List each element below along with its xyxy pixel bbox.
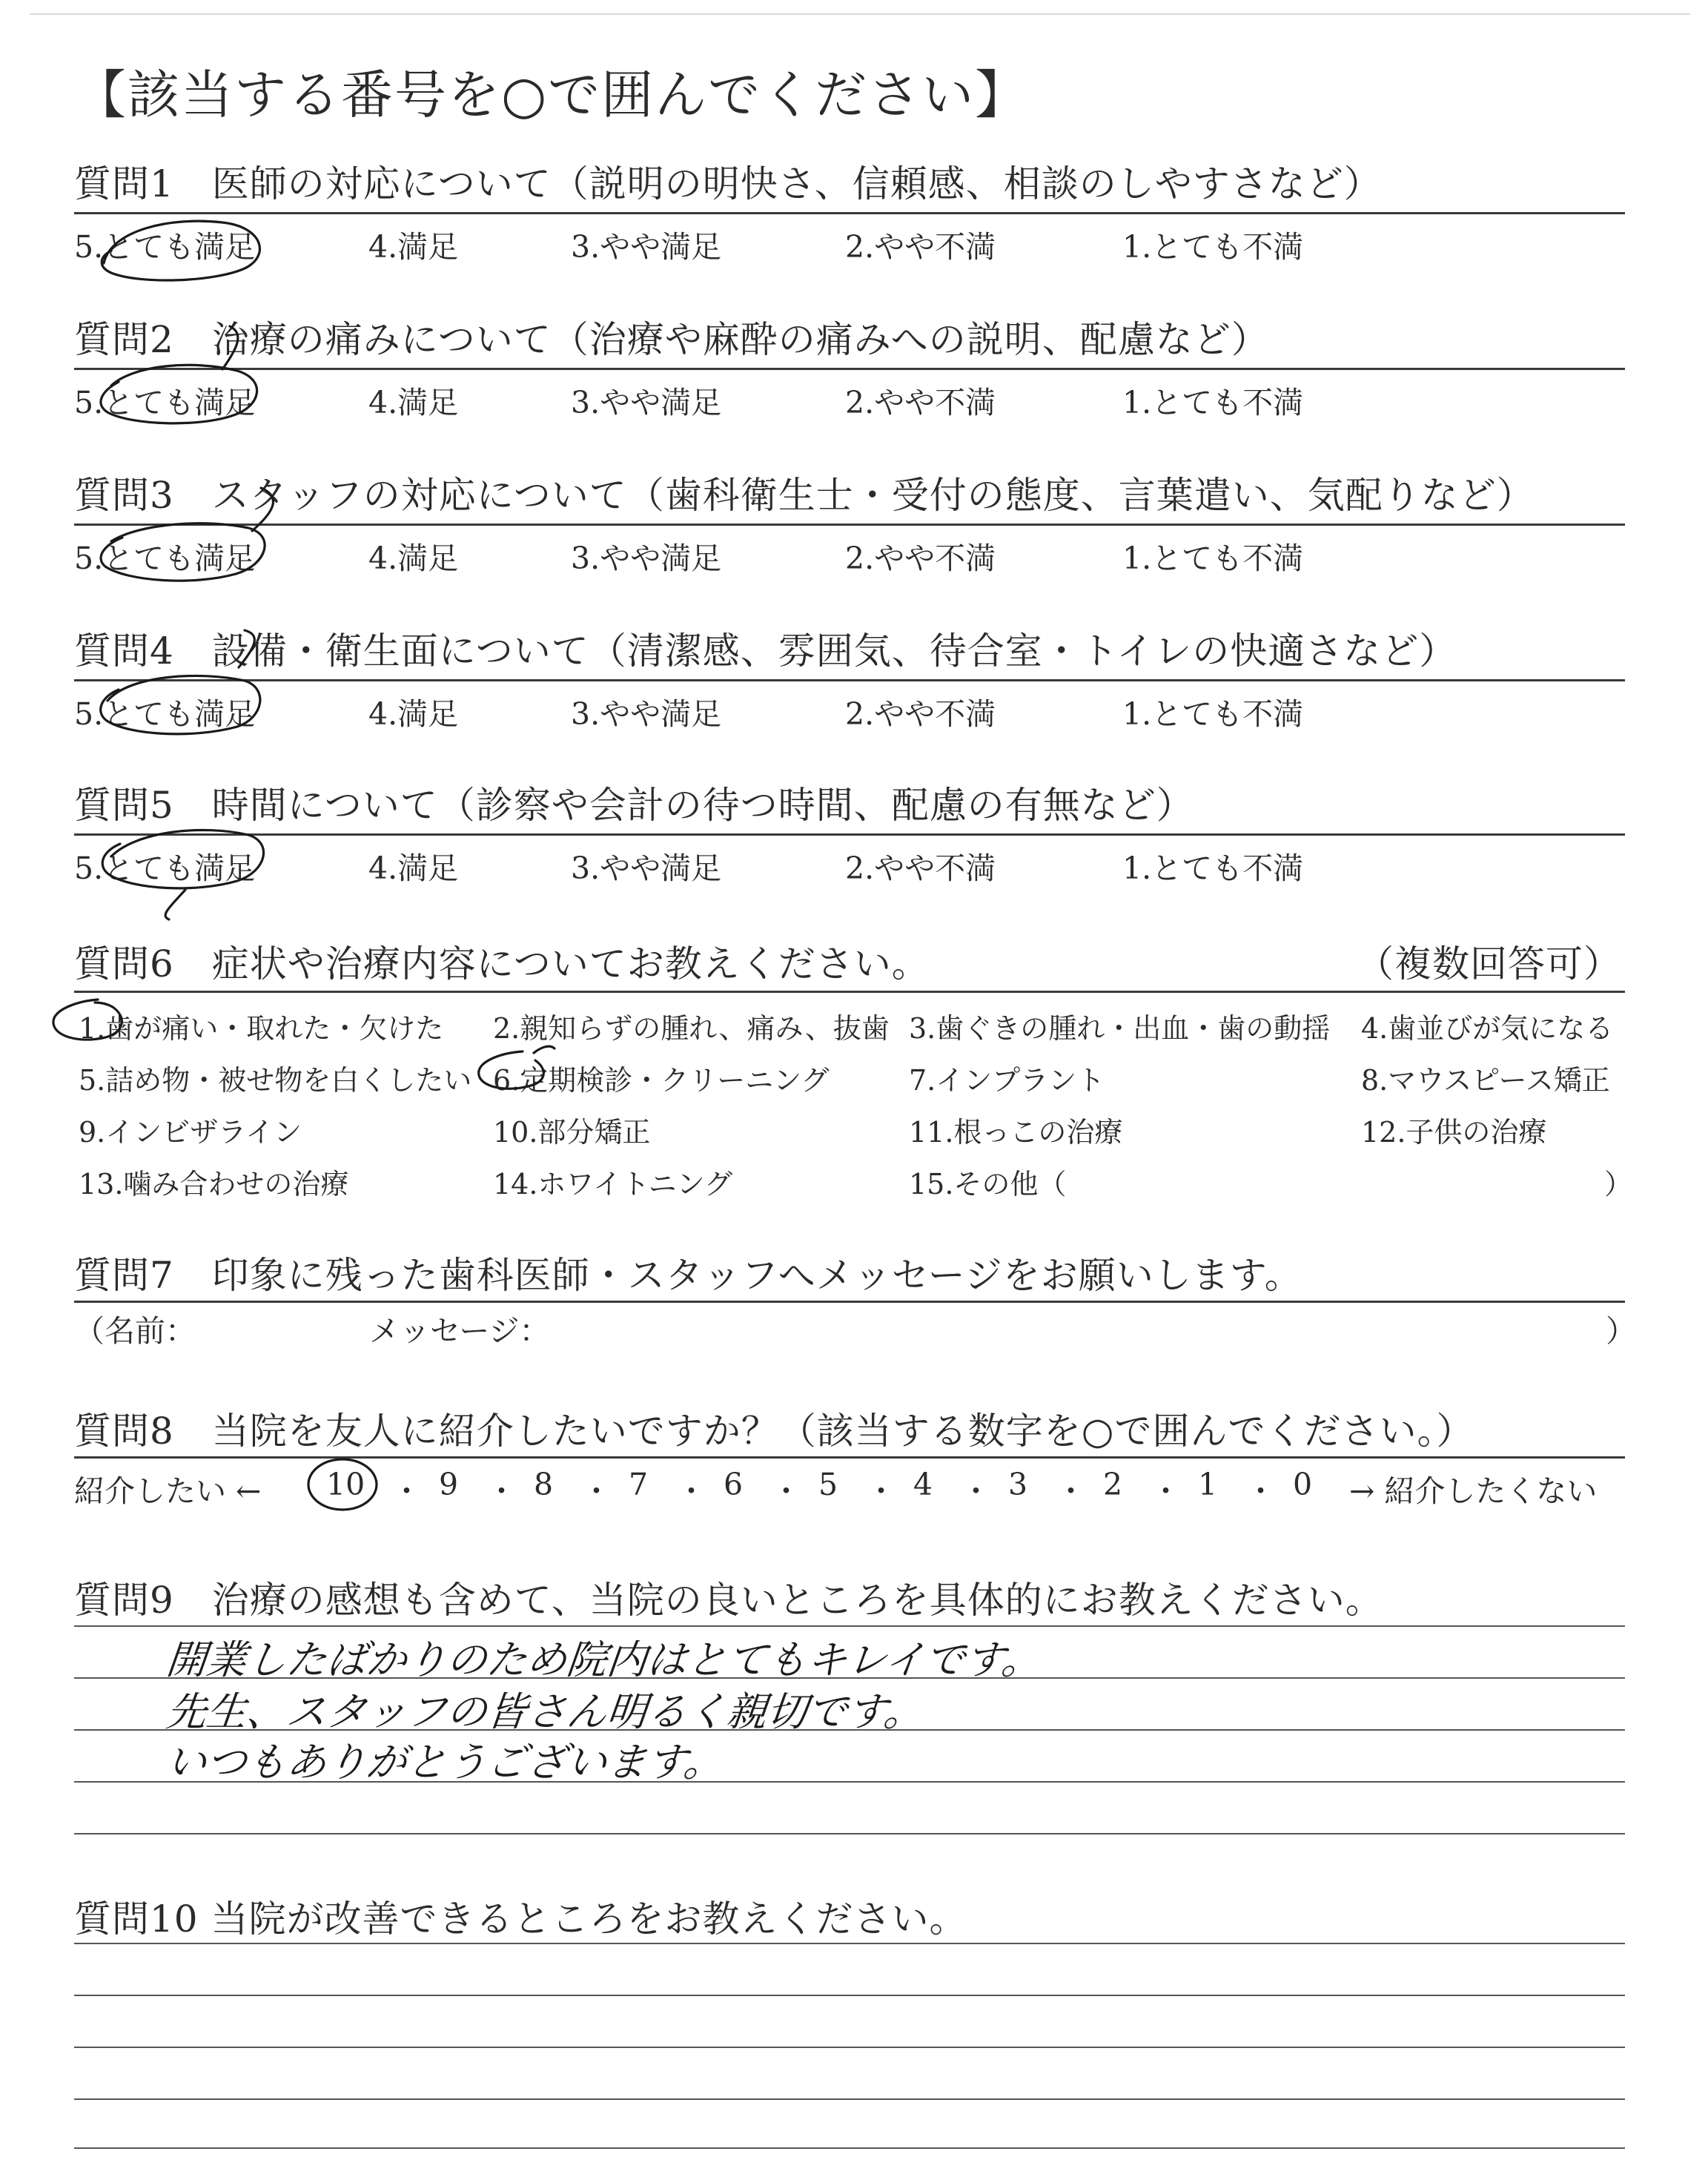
page-title: 【該当する番号を○で囲んでください】 [74,65,1029,125]
q4-option-3[interactable]: 3.やや満足 [571,696,722,732]
q1-title: 質問1 医師の対応について（説明の明快さ、信頼感、相談のしやすさなど） [74,162,1382,205]
q10-answer-line [74,1995,1625,1996]
q5-option-5[interactable]: 5.とても満足 [74,851,256,886]
q8-right-label: → 紹介したくない [1349,1473,1598,1509]
q8-left-label: 紹介したい ← [74,1473,262,1509]
q5-option-1[interactable]: 1.とても不満 [1122,851,1304,886]
q6-item-6[interactable]: 6.定期検診・クリーニング [493,1064,830,1097]
q8-scale-4[interactable]: 4 [913,1467,933,1502]
q5-rule [74,833,1625,836]
q6-item-10[interactable]: 10.部分矯正 [493,1116,651,1149]
q6-item-15[interactable]: 15.その他（ [909,1168,1067,1200]
q5-title: 質問5 時間について（診察や会計の待つ時間、配慮の有無など） [74,784,1194,827]
q8-scale-0[interactable]: 0 [1293,1467,1313,1502]
q4-option-4[interactable]: 4.満足 [368,696,459,732]
q4-option-5[interactable]: 5.とても満足 [74,696,256,732]
q6-item-1[interactable]: 1.歯が痛い・取れた・欠けた [79,1012,444,1045]
q3-option-1[interactable]: 1.とても不満 [1122,541,1304,576]
q6-item-7[interactable]: 7.インプラント [909,1064,1105,1097]
q8-sep: ・ [1245,1473,1276,1509]
q8-sep: ・ [1056,1473,1086,1509]
q8-sep: ・ [866,1473,896,1509]
q7-name-label: （名前： [74,1313,196,1349]
q6-item-4[interactable]: 4.歯並びが気になる [1361,1012,1614,1045]
q2-option-5[interactable]: 5.とても満足 [74,385,256,420]
q2-rule [74,368,1625,370]
q3-rule [74,524,1625,526]
q5-option-2[interactable]: 2.やや不満 [845,851,996,886]
q10-answer-line [74,1943,1625,1944]
q6-title: 質問6 症状や治療内容についてお教えください。 [74,942,930,985]
q3-title: 質問3 スタッフの対応について（歯科衛生士・受付の態度、言葉遣い、気配りなど） [74,474,1535,517]
q6-item-14[interactable]: 14.ホワイトニング [493,1168,733,1200]
q6-item-5[interactable]: 5.詰め物・被せ物を白くしたい [79,1064,472,1097]
q9-answer-line [74,1833,1625,1834]
q9-answer-line [74,1625,1625,1627]
q8-scale-6[interactable]: 6 [724,1467,744,1502]
q7-title: 質問7 印象に残った歯科医師・スタッフへメッセージをお願いします。 [74,1254,1302,1297]
q5-option-3[interactable]: 3.やや満足 [571,851,722,886]
q9-title: 質問9 治療の感想も含めて、当院の良いところを具体的にお教えください。 [74,1579,1383,1622]
q4-rule [74,679,1625,681]
scan-top-edge [30,13,1690,15]
q3-option-2[interactable]: 2.やや不満 [845,541,996,576]
q8-sep: ・ [581,1473,612,1509]
q10-title: 質問10 当院が改善できるところをお教えください。 [74,1898,967,1941]
q8-scale-5[interactable]: 5 [818,1467,838,1502]
q8-sep: ・ [1151,1473,1181,1509]
q2-option-2[interactable]: 2.やや不満 [845,385,996,420]
q3-option-5[interactable]: 5.とても満足 [74,541,256,576]
q8-scale-2[interactable]: 2 [1103,1467,1123,1502]
q3-option-3[interactable]: 3.やや満足 [571,541,722,576]
q7-message-label: メッセージ： [369,1313,550,1349]
q9-handwritten-line-3: いつもありがとうございます。 [164,1739,726,1786]
q6-multiple-note: （複数回答可） [1357,942,1621,985]
q6-item-13[interactable]: 13.噛み合わせの治療 [79,1168,349,1200]
q1-option-3[interactable]: 3.やや満足 [571,229,722,265]
q6-rule [74,991,1625,993]
q10-answer-line [74,2047,1625,2048]
q8-sep: ・ [486,1473,517,1509]
q2-option-3[interactable]: 3.やや満足 [571,385,722,420]
q6-item-8[interactable]: 8.マウスピース矯正 [1361,1064,1610,1097]
q10-answer-line [74,2098,1625,2100]
q8-sep: ・ [676,1473,706,1509]
q8-sep: ・ [771,1473,801,1509]
q9-handwritten-line-1: 開業したばかりのため院内はとてもキレイです。 [164,1636,1045,1683]
q4-option-1[interactable]: 1.とても不満 [1122,696,1304,732]
q6-item-3[interactable]: 3.歯ぐきの腫れ・出血・歯の動揺 [909,1012,1331,1045]
q4-option-2[interactable]: 2.やや不満 [845,696,996,732]
q10-answer-line [74,2147,1625,2149]
q8-scale-10[interactable]: 10 [326,1467,365,1502]
q6-item-2[interactable]: 2.親知らずの腫れ、痛み、抜歯 [493,1012,890,1045]
q8-scale-8[interactable]: 8 [534,1467,554,1502]
q6-item-11[interactable]: 11.根っこの治療 [909,1116,1123,1149]
q6-item-9[interactable]: 9.インビザライン [79,1116,302,1149]
q9-handwritten-line-2: 先生、スタッフの皆さん明るく親切です。 [164,1688,927,1735]
q2-option-4[interactable]: 4.満足 [368,385,459,420]
q7-close-paren: ） [1606,1313,1636,1349]
q2-title: 質問2 治療の痛みについて（治療や麻酔の痛みへの説明、配慮など） [74,318,1269,361]
q1-rule [74,212,1625,214]
q4-title: 質問4 設備・衛生面について（清潔感、雰囲気、待合室・トイレの快適さなど） [74,630,1457,673]
q8-scale-3[interactable]: 3 [1008,1467,1028,1502]
q3-option-4[interactable]: 4.満足 [368,541,459,576]
q7-rule [74,1301,1625,1303]
q8-title: 質問8 当院を友人に紹介したいですか？（該当する数字を○で囲んでください。） [74,1410,1474,1453]
q8-rule [74,1456,1625,1459]
q6-item-12[interactable]: 12.子供の治療 [1361,1116,1547,1149]
q1-option-1[interactable]: 1.とても不満 [1122,229,1304,265]
q5-option-4[interactable]: 4.満足 [368,851,459,886]
q8-sep: ・ [961,1473,991,1509]
q1-option-2[interactable]: 2.やや不満 [845,229,996,265]
q8-sep: ・ [391,1473,422,1509]
q8-scale-7[interactable]: 7 [629,1467,649,1502]
q8-scale-9[interactable]: 9 [439,1467,459,1502]
q6-item-15-close: ） [1604,1168,1633,1200]
q1-option-5[interactable]: 5.とても満足 [74,229,256,265]
q2-option-1[interactable]: 1.とても不満 [1122,385,1304,420]
q8-scale-1[interactable]: 1 [1198,1467,1218,1502]
q1-option-4[interactable]: 4.満足 [368,229,459,265]
